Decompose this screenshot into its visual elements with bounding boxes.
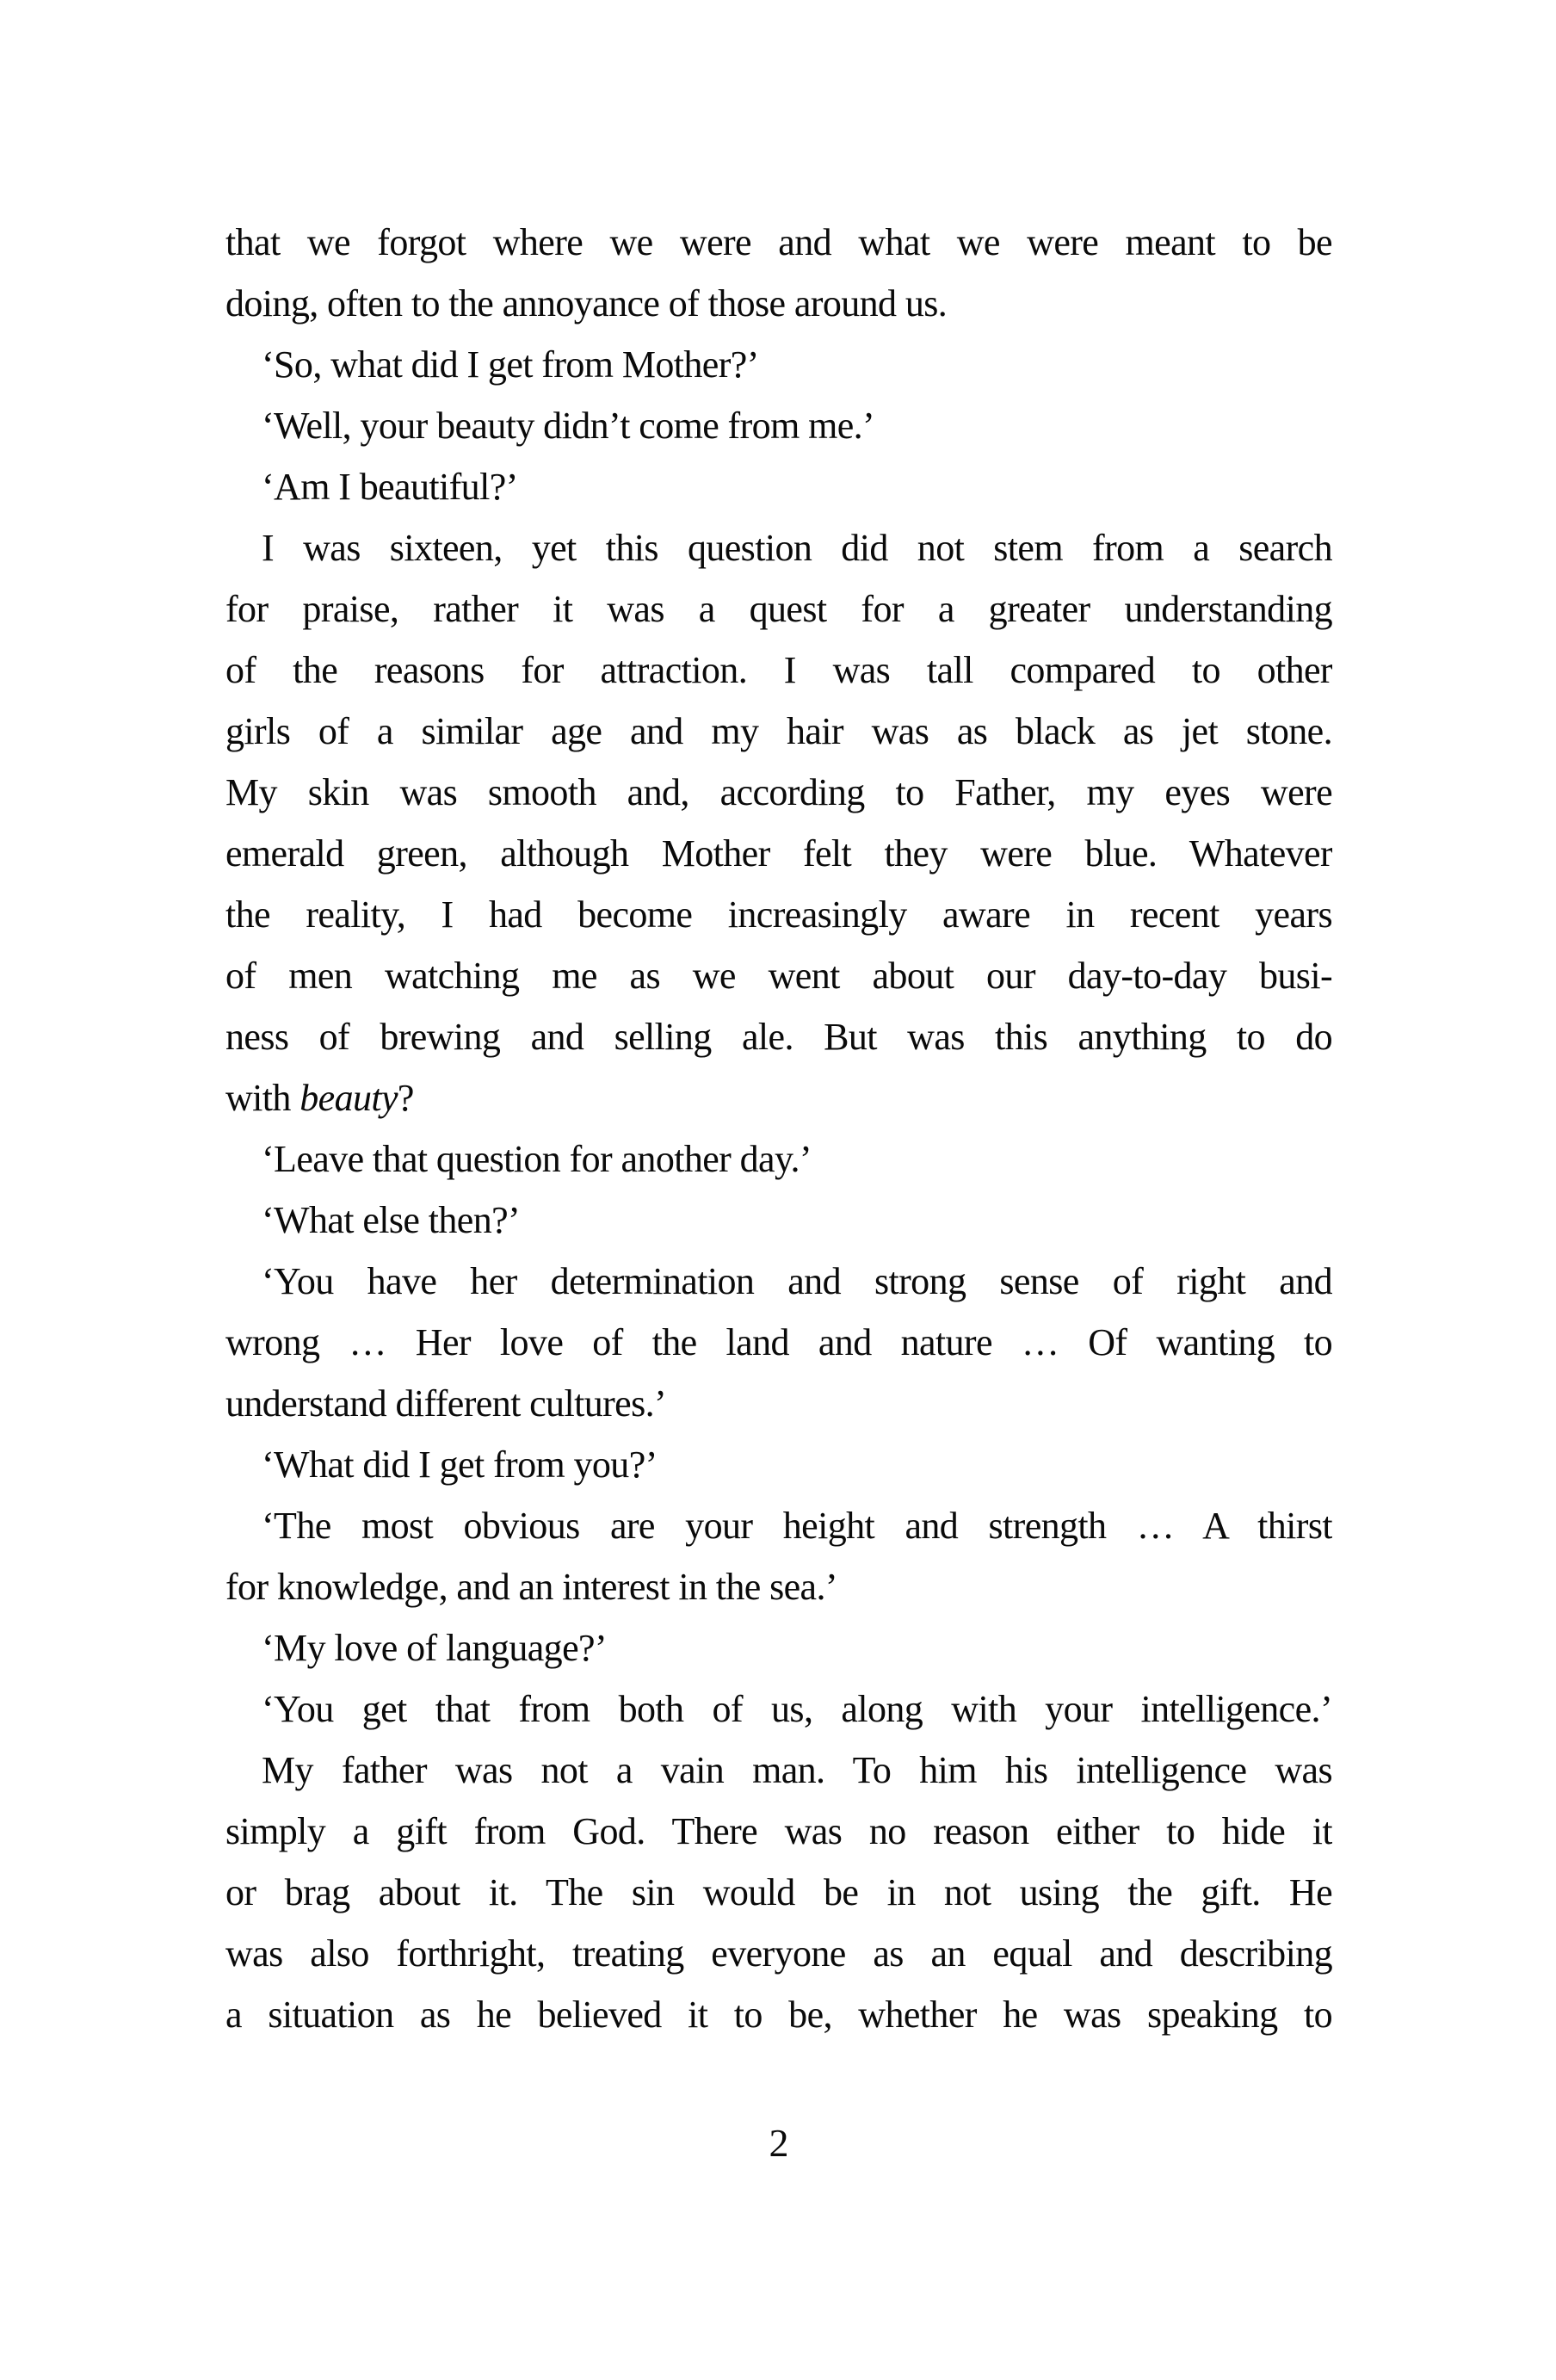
text-line [225, 395, 1332, 456]
text-segment: ? [397, 1077, 414, 1119]
text-line [225, 701, 1332, 762]
text-line [225, 1006, 1332, 1067]
text-line [225, 640, 1332, 701]
text-segment: of the reasons for attraction. I was tall compared to other [225, 649, 1332, 691]
text-segment: ‘Well, your beauty didn’t come from me.’ [262, 405, 875, 447]
text-line [225, 456, 1332, 517]
text-segment: ‘Leave that question for another day.’ [262, 1138, 812, 1180]
text-line [225, 578, 1332, 640]
text-segment: ‘So, what did I get from Mother?’ [262, 343, 759, 386]
text-line [225, 1190, 1332, 1251]
text-segment: that we forgot where we were and what we were meant to be [225, 221, 1332, 263]
text-segment: My father was not a vain man. To him his intelligence was [262, 1749, 1332, 1791]
text-segment: was also forthright, treating everyone as an equal and describing [225, 1932, 1332, 1975]
text-segment: a situation as he believed it to be, whether he was speaking to [225, 1994, 1332, 2036]
text-segment: for knowledge, and an interest in the sea.’ [225, 1566, 837, 1608]
text-line [225, 823, 1332, 884]
text-segment: ‘The most obvious are your height and strength … A thirst [262, 1505, 1332, 1547]
text-segment: My skin was smooth and, according to Father, my eyes were [225, 771, 1332, 813]
text-segment: for praise, rather it was a quest for a greater understanding [225, 588, 1332, 630]
text-line [225, 1678, 1332, 1740]
text-line [225, 1373, 1332, 1434]
text-line [225, 1923, 1332, 1984]
text-line [225, 1617, 1332, 1678]
text-segment: ‘Am I beautiful?’ [262, 466, 518, 508]
text-line [225, 517, 1332, 578]
text-segment: ‘You have her determination and strong sense of right and [262, 1260, 1332, 1302]
text-segment: ‘What else then?’ [262, 1199, 521, 1241]
text-segment: the reality, I had become increasingly aware in recent years [225, 893, 1332, 936]
text-line [225, 884, 1332, 945]
text-line [225, 1801, 1332, 1862]
text-segment: ness of brewing and selling ale. But was this anything to do [225, 1016, 1332, 1058]
text-line [225, 1434, 1332, 1495]
text-line [225, 945, 1332, 1006]
text-segment: with [225, 1077, 300, 1119]
text-segment: simply a gift from God. There was no reason either to hide it [225, 1810, 1332, 1852]
text-line [225, 1740, 1332, 1801]
text-segment: girls of a similar age and my hair was as black as jet stone. [225, 710, 1332, 752]
italic-word: beauty [299, 1077, 398, 1119]
text-segment: of men watching me as we went about our day-to-day busi- [225, 955, 1332, 997]
text-segment: ‘My love of language?’ [262, 1627, 607, 1669]
page-number: 2 [769, 2121, 789, 2165]
text-segment: I was sixteen, yet this question did not stem from a search [262, 527, 1332, 569]
text-segment: or brag about it. The sin would be in not using the gift. He [225, 1871, 1332, 1913]
text-line [225, 1067, 1332, 1128]
text-segment: understand different cultures.’ [225, 1382, 667, 1425]
text-segment: wrong … Her love of the land and nature … Of wanting to [225, 1321, 1332, 1363]
text-segment: ‘You get that from both of us, along with your intelligence.’ [262, 1688, 1332, 1730]
text-line [225, 1495, 1332, 1556]
text-block [225, 212, 1332, 2045]
text-segment: doing, often to the annoyance of those around us. [225, 282, 948, 325]
text-line [225, 273, 1332, 334]
text-line [225, 334, 1332, 395]
text-line [225, 762, 1332, 823]
text-line [225, 1556, 1332, 1617]
text-segment: emerald green, although Mother felt they were blue. Whatever [225, 832, 1332, 875]
text-line [225, 1312, 1332, 1373]
text-line [225, 1128, 1332, 1190]
text-line [225, 1251, 1332, 1312]
text-line [225, 212, 1332, 273]
text-line [225, 1862, 1332, 1923]
text-segment: ‘What did I get from you?’ [262, 1443, 658, 1486]
text-line [225, 1984, 1332, 2045]
